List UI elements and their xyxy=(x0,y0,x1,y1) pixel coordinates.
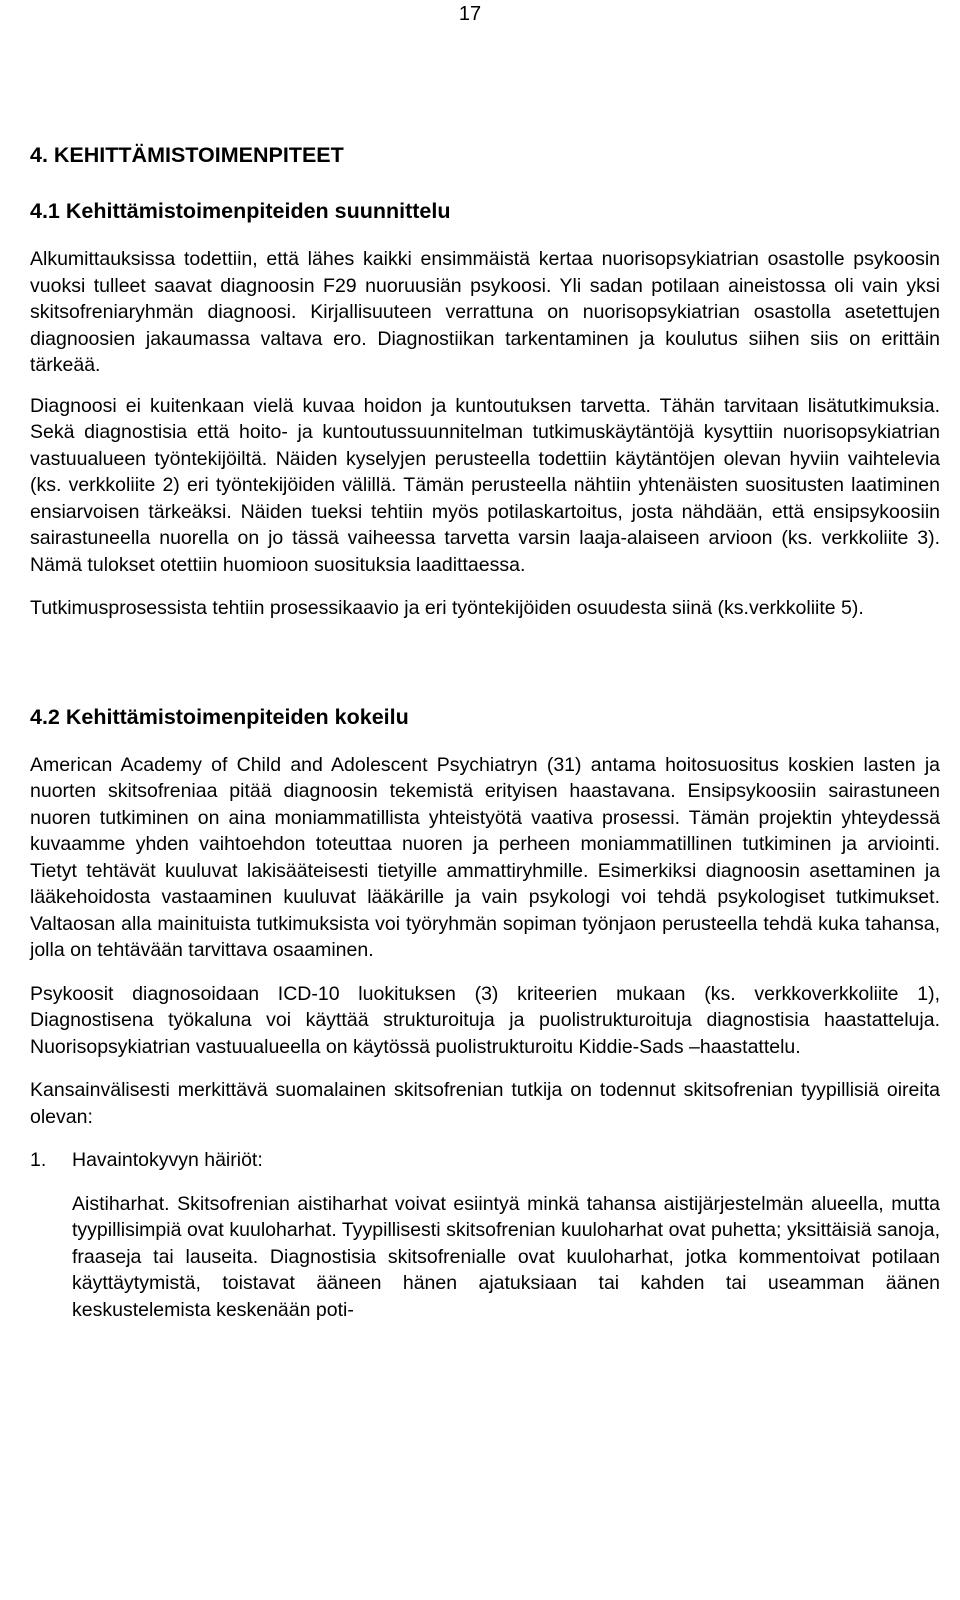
section-heading-4-1: 4.1 Kehittämistoimenpiteiden suunnittelu xyxy=(30,199,451,223)
list-item-text: Aistiharhat. Skitsofrenian aistiharhat voivat esiintyä minkä tahansa aistijärjestelmän alueella, mutta tyypillisimpiä ovat kuuloharhat. Tyypillisesti skitsofrenian kuuloharhat ovat puhetta; yksittäisiä sanoja, fraaseja tai lauseita. Diagnostisia skitsofrenialle ovat kuuloharhat, jotka kommentoivat potilaan käyttäytymistä, toistavat ääneen hänen ajatuksiaan tai kahden tai useamman äänen keskustelemista keskenään poti- xyxy=(72,1192,940,1321)
list-item xyxy=(30,1147,940,1174)
list-item-label: Havaintokyvyn häiriöt: xyxy=(72,1149,263,1171)
page-number: 17 xyxy=(458,3,482,25)
document-body xyxy=(30,140,940,1323)
paragraph: Alkumittauksissa todettiin, että lähes kaikki ensimmäistä kertaa nuorisopsykiatrian osastolle psykoosin vuoksi tulleet saavat diagnoosin F29 nuoruusiän psykoosi. Yli sadan potilaan aineistossa oli vain yksi skitsofreniaryhmän diagnoosi. Kirjallisuuteen verrattuna on nuorisopsykiatrian osastolla asetettujen diagnoosien jakaumassa valtava ero. Diagnostiikan tarkentaminen ja koulutus siihen siis on erittäin tärkeää. xyxy=(30,248,940,376)
chapter-heading: 4. KEHITTÄMISTOIMENPITEET xyxy=(30,143,344,167)
paragraph: Kansainvälisesti merkittävä suomalainen skitsofrenian tutkija on todennut skitsofrenian tyypillisiä oireita olevan: xyxy=(30,1079,940,1128)
paragraph: Psykoosit diagnosoidaan ICD-10 luokituksen (3) kriteerien mukaan (ks. verkkoverkkoliite 1), Diagnostisena työkaluna voi käyttää strukturoituja ja puolistrukturoituja diagnostisia haastatteluja. Nuorisopsykiatrian vastuualueella on käytössä puolistrukturoitu Kiddie-Sads –haastattelu. xyxy=(30,982,940,1058)
paragraph: Tutkimusprosessista tehtiin prosessikaavio ja eri työntekijöiden osuudesta siinä (ks.verkkoliite 5). xyxy=(30,597,864,619)
paragraph: American Academy of Child and Adolescent Psychiatryn (31) antama hoitosuositus koskien lasten ja nuorten skitsofreniaa pitää diagnoosin tekemistä erityisen haastavana. Ensipsykoosiin sairastuneen nuoren tutkiminen on aina moniammatillista yhteistyötä vaativa prosessi. Tämän projektin yhteydessä kuvaamme yhden vaihtoehdon toteuttaa nuoren ja perheen moniammatillinen tutkiminen ja arviointi. Tietyt tehtävät kuuluvat lakisääteisesti tietyille ammattiryhmille. Esimerkiksi diagnoosin asettaminen ja lääkehoidosta vastaaminen kuuluvat lääkärille ja vain psykologi voi tehdä psykologiset tutkimukset. Valtaosan alla mainituista tutkimuksista voi työryhmän sopiman työnjaon perusteella tehdä kuka tahansa, jolla on tehtävään tarvittava osaaminen. xyxy=(30,753,940,961)
section-heading-4-2: 4.2 Kehittämistoimenpiteiden kokeilu xyxy=(30,704,409,729)
paragraph: Diagnoosi ei kuitenkaan vielä kuvaa hoidon ja kuntoutuksen tarvetta. Tähän tarvitaan lisätutkimuksia. Sekä diagnostisia että hoito- ja kuntoutussuunnitelman tutkimuskäytäntöjä kysyttiin nuorisopsykiatrian vastuualueen työntekijöiltä. Näiden kyselyjen perusteella todettiin käytäntöjen olevan hyviin vaihtelevia (ks. verkkoliite 2) eri työntekijöiden välillä. Tämän perusteella nähtiin yhtenäisten suositusten laatiminen ensiarvoisen tärkeäksi. Näiden tueksi tehtiin myös potilaskartoitus, josta nähdään, että ensipsykoosiin sairastuneella nuorella on jo tässä vaiheessa tarvetta varsin laaja-alaiseen arvioon (ks. verkkoliite 3). Nämä tulokset otettiin huomioon suosituksia laadittaessa. xyxy=(30,394,940,576)
list-item-number: 1. xyxy=(30,1149,47,1171)
